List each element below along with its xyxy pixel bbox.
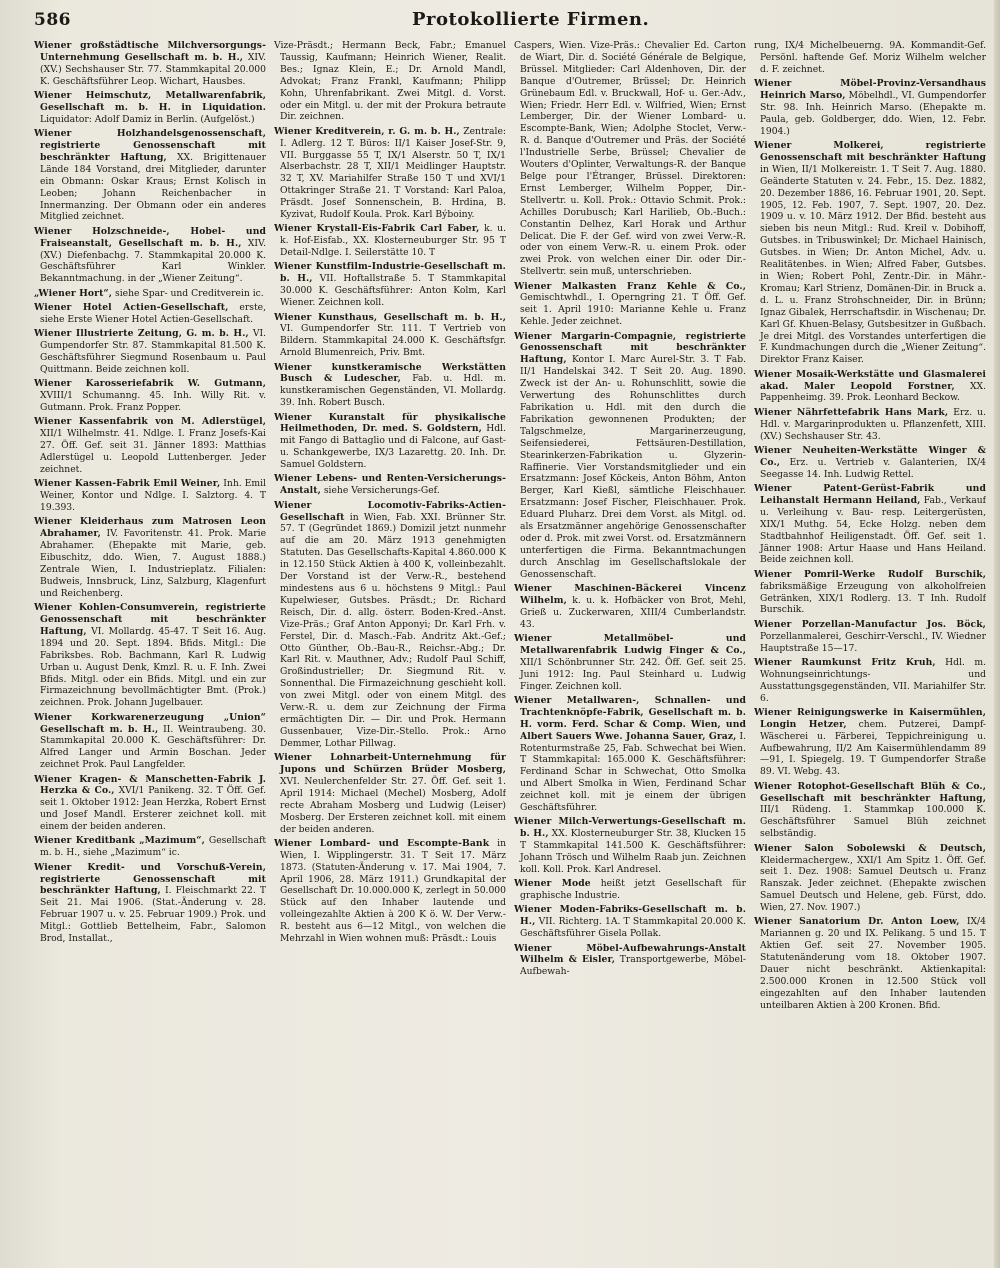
firm-entry — [34, 602, 266, 709]
firm-entry — [514, 695, 746, 814]
firm-name: Wiener Holzschneide-, Hobel- und Fraiseanstalt, Gesellschaft m. b. H., — [34, 225, 266, 249]
firm-details: Transportgewerbe, Möbel-Aufbewah- — [520, 954, 746, 978]
firm-entry — [754, 407, 986, 443]
firm-entry — [34, 416, 266, 476]
firm-name: Wiener Krystall-Eis-Fabrik Carl Faber, — [274, 223, 480, 235]
firm-name: Wiener Lebens- und Renten-Versicherungs-Anstalt, — [274, 473, 506, 497]
firm-details: XVI. Neulerchenfelder Str. 27. Öff. Gef. seit 1. April 1914: Michael (Mechel) Mosberg, Adolf recte Abraham Mosberg und Ludwig (Leiser) Mosberg. Der Ersteren zeichnet koll. mit einem der beiden anderen. — [280, 775, 506, 835]
column-3 — [514, 40, 746, 1255]
firm-details: VII. Richterg. 1A. T Stammkapital 20.000 K. Geschäftsführer Gisela Pollak. — [520, 916, 746, 940]
firm-name: Wiener Kassen-Fabrik Emil Weiner, — [34, 478, 221, 490]
firm-name: Wiener Kunstfilm-Industrie-Gesellschaft m. b. H., — [274, 261, 506, 285]
firm-entry — [34, 712, 266, 772]
firm-name: Wiener Holzhandelsgenossenschaft, registrierte Genossenschaft mit beschränkter Haftung, — [34, 128, 266, 163]
firm-name: Wiener Locomotiv-Fabriks-Actien-Gesellschaft — [274, 499, 506, 523]
scan-edge — [994, 0, 1000, 1268]
firm-details: Vize-Präsdt.; Hermann Beck, Fabr.; Emanuel Taussig, Kaufmann; Heinrich Wiener, Realit. Bes.; Ignaz Klein, E.; Dr. Arnold Mandl, Advokat; Franz Frankl, Kaufmann; Philipp Kohn, Uhrenfabrikant. Zwei Mitgl. d. Vorst. oder ein Mitgl. u. der mit der Prokura betraute Dir. zeichnen. — [274, 40, 506, 123]
firm-details: siehe Versicherungs-Gef. — [323, 485, 440, 497]
columns — [34, 40, 986, 1255]
firm-entry — [754, 140, 986, 366]
firm-details: IV. Favoritenstr. 41. Prok. Marie Abrahamer. (Ehepakte mit Marie, geb. Eibuschitz, ddo. Wien, 7. August 1888.) Zentrale Wien, I. Industrieplatz. Filialen: Budweis, Innsbruck, Linz, Salzburg, Klagenfurt und Reichenberg. — [40, 528, 266, 599]
firm-entry — [754, 369, 986, 405]
firm-name: Wiener Reinigungswerke in Kaisermühlen, Longin Hetzer, — [754, 706, 986, 730]
firm-name: Wiener Metallmöbel- und Metallwarenfabrik Ludwig Finger & Co., — [514, 632, 746, 656]
firm-entry — [514, 878, 746, 902]
firm-entry — [274, 500, 506, 750]
firm-entry — [34, 862, 266, 945]
firm-entry — [514, 40, 746, 278]
firm-details: VI. Mollardg. 45-47. T Seit 16. Aug. 1894 und 20. Sept. 1894. Bfids. Mitgl.: Die Fabriksbes. Rob. Bachmann, Karl R. Ludwig Urban u. August Denk, Kmzl. R. u. F. Inh. Zwei Bfids. Mitgl. oder ein Bfids. Mitgl. und ein zur Firmazeichnung bevollmächtigter Bmt. (Prok.) zeichnen. Prok. Johann Jugelbauer. — [40, 625, 266, 709]
firm-details: I. Rotenturmstraße 25, Fab. Schwechat bei Wien. T Stammkapital: 165.000 K. Geschäftsführer: Ferdinand Schar in Schwechat, Otto Smolka und Albert Smolka in Wien, Ferdinand Schar zeichnet koll. mit je einem der übrigen Geschäftsführer. — [520, 730, 746, 814]
firm-name: Wiener Kohlen-Consumverein, registrierte Genossenschaft mit beschränkter Haftung, — [34, 602, 266, 637]
firm-entry — [514, 583, 746, 631]
firm-details: I. Fleischmarkt 22. T Seit 21. Mai 1906. (Stat.-Änderung v. 28. Februar 1907 u. v. 25. Februar 1909.) Prok. und Mitgl.: Gottlieb Bettelheim, Fabr., Salomon Brod, Installat., — [40, 885, 266, 945]
firm-details: XII/1 Schönbrunner Str. 242. Öff. Gef. seit 25. Juni 1912: Ing. Paul Steinhard u. Ludwig Finger. Zeichnen koll. — [520, 656, 746, 692]
firm-details: Porzellanmalerei, Geschirr-Verschl., IV. Wiedner Hauptstraße 15—17. — [760, 630, 986, 654]
firm-name: Wiener Möbel-Provinz-Versandhaus Heinrich Marso, — [754, 78, 986, 102]
running-title: Protokollierte Firmen. — [412, 9, 650, 30]
firm-name: Wiener Maschinen-Bäckerei Vincenz Wilhelm, — [514, 582, 746, 606]
firm-details: in Wien, Fab. XXI. Brünner Str. 57. T (Gegründet 1869.) Domizil jetzt nunmehr auf die am 20. März 1913 genehmigten Statuten. Das Gesellschafts-Kapital 4.860.000 K in 12.150 Stück Aktien à 400 K, volleinbezahlt. Der Vorstand ist der Verw.-R., bestehend mindestens aus 6 u. höchstens 9 Mitgl.: Paul Kupelwieser, Gutsbes. Präsdt.; Dr. Richard Reisch, Dir. d. allg. österr. Boden-Kred.-Anst. Vize-Präs.; Graf Anton Apponyi; Dr. Karl Frh. v. Ferstel, Dir. d. Masch.-Fab. Andritz Akt.-Gef.; Otto Günther, Ob.-Bau-R., Reichsr.-Abg.; Dr. Karl Rit. v. Mauthner, Adv.; Rudolf Paul Schiff, Großindustrieller; Dr. Siegmund Rit. v. Sonnenthal. Die Firmazeichnung geschieht koll. von zwei Mitgl. oder von einem Mitgl. des Verw.-R. u. dem zur Zeichnung der Firma ermächtigten Dir. — Dir. und Prok. Hermann Gussenbauer, Vize-Dir.-Stello. Prok.: Arno Demmer, Lothar Pillwag. — [280, 511, 506, 749]
column-4 — [754, 40, 986, 1255]
firm-details: III/1 Rüdeng. 1. Stammkap 100.000 K. Geschäftsführer Samuel Blüh zeichnet selbständig. — [760, 804, 986, 840]
firm-name: Wiener Pomril-Werke Rudolf Burschik, — [754, 568, 986, 580]
firm-name: Wiener Möbel-Aufbewahrungs-Anstalt Wilhelm & Eisler, — [514, 942, 746, 966]
firm-name: Wiener Kreditbank „Mazimum“, — [34, 835, 205, 847]
firm-name: Wiener Kreditverein, r. G. m. b. H., — [274, 125, 460, 137]
firm-details: XIV. (XV.) Sechshauser Str. 77. Stammkapital 20.000 K. Geschäftsführer Leop. Wichart, Hausbes. — [40, 51, 266, 87]
firm-details: k. u. k. Hofbäcker von Brot, Mehl, Grieß u. Zuckerwaren, XIII/4 Cumberlandstr. 43. — [520, 594, 746, 630]
firm-details: II. Weintraubeng. 30. Stammkapital 20.000 K. Geschäftsführer: Dr. Alfred Langer und Armin Boschan. Jeder zeichnet Prok. Paul Langfelder. — [40, 723, 266, 771]
firm-details: XVI/1 Panikeng. 32. T Öff. Gef. seit 1. Oktober 1912: Jean Herzka, Robert Ernst und Josef Mandl. Ersterer zeichnet koll. mit einem der beiden anderen. — [40, 785, 266, 833]
firm-name: Wiener Porzellan-Manufactur Jos. Böck, — [754, 618, 986, 630]
firm-details: Gesellschaft m. b. H., siehe „Mazimum“ ic. — [40, 835, 266, 859]
firm-name: Wiener Metallwaren-, Schnallen- und Trachtenknöpfe-Fabrik, Gesellschaft m. b. H. vorm. Ferd. Schar & Comp. Wien, und Albert Sauers Wwe. Johanna Sauer, Graz, — [514, 694, 746, 742]
firm-details: Caspers, Wien. Vize-Präs.: Chevalier Ed. Carton de Wiart, Dir. d. Société Générale de Belgique, Brüssel. Mitglieder: Carl Aldenhoven, Dir. der Banque d'Outremer, Brüssel; Dr. Heinrich Grünebaum Edl. v. Bruckwall, Hof- u. Ger.-Adv., Wien; Friedr. Herr Edl. v. Wilfried, Wien; Ernst Lemberger, Dir. der Wiener Lombard- u. Escompte-Bank, Wien; Adolphe Stoclet, Verw.-R. d. Banque d'Outremer und Präs. der Société l'Industrielle Serbe, Brüssel; Chevalier de Wouters d'Oplinter, Verwaltungs-R. der Banque Belge pour l'Étranger, Brüssel. Direktoren: Ernst Lemberger, Wilhelm Popper, Dir.-Stellvertr. u. Koll. Prok.: Ottavio Schmit. Prok.: Achilles Dorubusch; Karl Harilieb, Ob.-Buch.: Constantin Delhez, Karl Horak und Arthur Delicat. Die F. der Gef. wird von zwei Verw.-R. oder von einem Verw.-R. u. einem Prok. oder zwei Prok. von welchen einer Dir. oder Dir.-Stellvertr. sein muß, unterschrieben. — [514, 40, 746, 278]
firm-name: Wiener großstädtische Milchversorgungs-Unternehmung Gesellschaft m. b. H., — [34, 40, 266, 63]
firm-name: Wiener Raumkunst Fritz Kruh, — [754, 656, 936, 668]
firm-entry — [274, 838, 506, 945]
firm-entry — [34, 40, 266, 88]
firm-details: XIV. (XV.) Diefenbachg. 7. Stammkapital 20.000 K. Geschäftsführer Karl Winkler. Bekanntmachung. in der „Wiener Zeitung“. — [40, 237, 266, 285]
firm-name: Wiener Neuheiten-Werkstätte Winger & Co., — [754, 444, 986, 468]
firm-name: Wiener Heimschutz, Metallwarenfabrik, Gesellschaft m. b. H. in Liquidation. — [34, 90, 266, 113]
firm-entry — [274, 312, 506, 360]
firm-name: Wiener Korkwarenerzeugung „Union“ Gesellschaft m. b. H., — [34, 711, 266, 735]
firm-entry — [274, 40, 506, 123]
firm-details: XX. Pappenheimg. 39. Prok. Leonhard Beckow. — [760, 380, 986, 404]
firm-entry — [34, 90, 266, 126]
firm-name: Wiener Nährfettefabrik Hans Mark, — [754, 406, 949, 418]
firm-entry — [274, 223, 506, 259]
firm-details: XII/1 Wilhelmstr. 41. Ndlge. I. Franz Josefs-Kai 27. Öff. Gef. seit 31. Jänner 1893: Matthias Adlerstügel u. Leopold Luttenberger. Jeder zeichnet. — [40, 428, 266, 475]
firm-name: Wiener Karosseriefabrik W. Gutmann, — [34, 378, 266, 390]
firm-entry — [34, 774, 266, 834]
firm-entry — [34, 835, 266, 859]
firm-name: Wiener Moden-Fabriks-Gesellschaft m. b. H., — [514, 904, 746, 928]
firm-entry — [754, 445, 986, 481]
firm-name: Wiener Rotophot-Gesellschaft Blüh & Co., Gesellschaft mit beschränkter Haftung, — [754, 780, 986, 804]
firm-name: Wiener Hotel Actien-Gesellschaft, — [34, 301, 229, 313]
firm-entry — [34, 226, 266, 286]
firm-details: heißt jetzt Gesellschaft für graphische Industrie. — [520, 878, 746, 902]
firm-name: Wiener Margarin-Compagnie, registrierte Genossenschaft mit beschränkter Haftung, — [514, 330, 746, 366]
firm-details: VII. Hoftallstraße 5. T Stammkapital 30.000 K. Geschäftsführer: Anton Kolm, Karl Wiener. Zeichnen koll. — [280, 273, 506, 309]
firm-entry — [514, 943, 746, 979]
firm-entry — [274, 473, 506, 497]
firm-details: Fab., Verkauf u. Verleihung v. Bau- resp. Leitergerüsten, XIX/1 Muthg. 54, Ecke Holzg. neben dem Stadtbahnhof Heiligenstadt. Öff. Gef. seit 1. Jänner 1908: Artur Haase und Hans Heiland. Beide zeichnen koll. — [760, 494, 986, 566]
firm-name: Wiener Kragen- & Manschetten-Fabrik J. Herzka & Co., — [34, 773, 266, 797]
firm-name: Wiener Illustrierte Zeitung, G. m. b. H., — [34, 328, 249, 340]
firm-entry — [754, 569, 986, 617]
firm-entry — [274, 261, 506, 309]
firm-details: in Wien, I. Wipplingerstr. 31. T Seit 17. März 1873. (Statuten-Änderung v. 17. Mai 1904, 7. April 1906, 28. März 1911.) Grundkapital der Gesellschaft Dr. 10.000.000 K, zerlegt in 50.000 Stück auf den Inhaber lautende und volleingezahlte Aktien à 200 K ö. W. Der Verw.-R. besteht aus 6—12 Mitgl., von welchen die Mehrzahl in Wien wohnen muß: Präsdt.: Louis — [280, 837, 506, 945]
firm-name: Wiener Kassenfabrik von M. Adlerstügel, — [34, 416, 266, 428]
firm-details: Erz. u. Hdl. v. Margarinprodukten u. Pflanzenfett, XIII. (XV.) Sechshauser Str. 43. — [760, 406, 986, 442]
firm-entry — [754, 657, 986, 705]
firm-name: Wiener Malkasten Franz Kehle & Co., — [514, 280, 746, 292]
page-number: 586 — [34, 10, 71, 30]
firm-details: Hdl. m. Wohnungseinrichtungs- und Ausstattungsgegenständen, VII. Mariahilfer Str. 6. — [760, 656, 986, 704]
firm-name: „Wiener Hort“, — [34, 287, 113, 299]
firm-name: Wiener Sanatorium Dr. Anton Loew, — [754, 916, 960, 928]
firm-name: Wiener Lombard- und Escompte-Bank — [274, 837, 490, 849]
firm-entry — [274, 412, 506, 472]
firm-details: k. u. k. Hof-Eisfab., XX. Klosterneuburger Str. 95 T Detail-Ndlge. I. Seilerstätte 10. T — [280, 223, 506, 259]
firm-entry — [754, 707, 986, 778]
firm-details: in Wien, II/1 Molkereistr. 1. T Seit 7. Aug. 1880. Geänderte Statuten v. 24. Febr., 15. Dez. 1882, 20. Dezember 1886, 16. Februar 1901, 20. Sept. 1905, 12. Feb. 1907, 7. Sept. 1907, 20. Dez. 1909 u. v. 10. März 1912. Der Bfid. besteht aus sieben bis neun Mitgl.: Rud. Kreil v. Dobihoff, Gutsbes. in Tribuswinkel; Dr. Michael Hainisch, Gutsbes. in Wien; Dr. Anton Michel, Adv. u. Realitätenbes. in Wien; Alfred Faber, Gutsbes. in Wien; Robert Pohl, Zentr.-Dir. in Mähr.-Kromau; Karl Strienz, Domänen-Dir. in Bruck a. d. L. u. Franz Strohschneider, Dir. in Brünn; Ignaz Gibalek, Herrschaftsdir. in Wischenau; Dr. Karl Gf. Khuen-Belasy, Gutsbesitzer in Gußbach. Je drei Mitgl. des Vorstandes unterfertigen die F. Kundmachungen durch die „Wiener Zeitung“. Direktor Franz Kaiser. — [760, 163, 986, 366]
firm-entry — [754, 483, 986, 566]
column-1 — [34, 40, 266, 1255]
firm-name: Wiener Salon Sobolewski & Deutsch, — [754, 842, 986, 854]
firm-details: Zentrale: I. Adlerg. 12 T. Büros: II/1 Kaiser Josef-Str. 9, VII. Burggasse 55 T, IX/1 Alserstr. 50 T, IX/1 Alserbachstr. 28 T, XII/1 Meidlinger Hauptstr. 32 T, XV. Mariahilfer Straße 150 T und XVI/1 Ottakringer Straße 21. T Vorstand: Karl Paloa, Präsdt. Josef Sonnenschein, B. Hrdina, B. Kyzivat, Rudolf Koula. Prok. Karl Býboiny. — [280, 125, 506, 221]
firm-entry — [514, 816, 746, 876]
firm-entry — [514, 281, 746, 329]
firm-entry — [514, 331, 746, 581]
firm-name: Wiener Patent-Gerüst-Fabrik und Leihanstalt Hermann Heiland, — [754, 482, 986, 506]
firm-details: Inh. Emil Weiner, Kontor und Ndlge. I. Salztorg. 4. T 19.393. — [40, 478, 266, 514]
firm-name: Wiener Kredit- und Vorschuß-Verein, registrierte Genossenschaft mit beschränkter Haftung, — [34, 861, 266, 897]
firm-details: XX. Brigittenauer Lände 184 Vorstand, drei Mitglieder, darunter ein Obmann: Oskar Kraus; Ernst Kolisch in Leoben; Johann Reichenbacher in Innermanzing. Der Obmann oder ein anderes Mitglied zeichnet. — [40, 151, 266, 223]
firm-details: fabriksmäßige Erzeugung von alkoholfreien Getränken, XIX/1 Rodlerg. 13. T Inh. Rudolf Burschik. — [760, 580, 986, 616]
page-header — [0, 0, 1000, 40]
firm-details: IX/4 Mariannen g. 20 und IX. Pelikang. 5 und 15. T Aktien Gef. seit 27. November 1905. Statutenänderung vom 18. Oktober 1907. Dauer nicht beschränkt. Aktienkapital: 2.500.000 Kronen in 12.500 Stück voll eingezahlten auf den Inhaber lautenden unteilbaren Aktien à 200 Kronen. Bfid. — [760, 916, 986, 1011]
column-2 — [274, 40, 506, 1255]
firm-entry — [754, 916, 986, 1011]
firm-details: Erz. u. Vertrieb v. Galanterien, IX/4 Seegasse 14. Inh. Ludwig Rettel. — [760, 456, 986, 480]
firm-details: XX. Klosterneuburger Str. 38, Klucken 15 T Stammkapital 141.500 K. Geschäftsführer: Johann Trösch und Wilhelm Raab jun. Zeichnen koll. Koll. Prok. Karl Andresel. — [520, 828, 746, 875]
firm-name: Wiener Kunsthaus, Gesellschaft m. b. H., — [274, 311, 506, 323]
firm-details: XVIII/1 Schumanng. 45. Inh. Willy Rit. v. Gutmann. Prok. Franz Popper. — [40, 390, 266, 414]
firm-entry — [754, 843, 986, 914]
firm-details: Liquidator: Adolf Damiz in Berlin. (Aufgelöst.) — [40, 113, 255, 125]
firm-details: VI. Gumpendorfer Str. 111. T Vertrieb von Bildern. Stammkapital 24.000 K. Geschäftsfgr. Arnold Blumenreich, Priv. Bmt. — [280, 323, 506, 359]
firm-details: chem. Putzerei, Dampf-Wäscherei u. Färberei, Teppichreinigung u. Aufbewahrung, II/2 Am Kaisermühlendamm 89—91, I. Spiegelg. 19. T Gumpendorfer Straße 89. VI. Webg. 43. — [760, 718, 986, 778]
firm-entry — [754, 40, 986, 76]
firm-entry — [34, 302, 266, 326]
firm-entry — [34, 516, 266, 599]
firm-details: rung, IX/4 Michelbeuerng. 9A. Kommandit-Gef. Persönl. haftende Gef. Moriz Wilhelm welcher d. F. zeichnet. — [754, 40, 986, 75]
firm-details: erste, siehe Erste Wiener Hotel Actien-Gesellschaft. — [40, 301, 266, 325]
firm-details: Kontor I. Marc Aurel-Str. 3. T Fab. II/1 Handelskai 342. T Seit 20. Aug. 1890. Zweck ist der An- u. Rohunschlitt, sowie die Verwertung des Rohunschlittes durch Fabrikation u. Hdl. mit den durch die Fabrikation gewonnenen Produkten; der Talgschmelze, Margarinerzeugung, Seifensiederei, Fettsäuren-Destillation, Stearinkerzen-Fabrikation u. Glyzerin-Raffinerie. Vier Vorstandsmitglieder und ein Ersatzmann: Josef Köckeis, Anton Böhm, Anton Berger, Karl Kießl, sämtliche Fleischhauer. Ersatzmann: Josef Fischer, Fleischhauer. Prok. Eduard Pluharz. Drei dem Vorst. als Mitgl. od. als Ersatzmänner angehörige Genossenschafter oder d. Prok. mit zwei Vorst. od. Ersatzmännern unterfertigen die Firma. Bekanntmachungen durch Anschlag im Gesellschaftslokale der Genossenschaft. — [520, 354, 746, 580]
firm-name: Wiener Lohnarbeit-Unternehmung für Jupons und Schürzen Brüder Mosberg, — [274, 752, 506, 775]
firm-entry — [274, 362, 506, 410]
firm-name: Wiener kunstkeramische Werkstätten Busch & Ludescher, — [274, 361, 506, 385]
firm-details: Kleidermachergew., XXI/1 Am Spitz 1. Öff. Gef. seit 1. Dez. 1908: Samuel Deutsch u. Franz Ranszak. Jeder zeichnet. (Ehepakte zwischen Samuel Deutsch und Helene, geb. Fürst, ddo. Wien, 27. Nov. 1907.) — [760, 854, 986, 914]
firm-entry — [274, 752, 506, 835]
firm-entry — [34, 378, 266, 414]
firm-details: Gemischtwhdl., I. Operngring 21. T Öff. Gef. seit 1. April 1910: Marianne Kehle u. Franz Kehle. Jeder zeichnet. — [520, 292, 746, 328]
firm-entry — [754, 619, 986, 655]
firm-name: Wiener Molkerei, registrierte Genossenschaft mit beschränkter Haftung — [754, 140, 986, 163]
firm-name: Wiener Mosaik-Werkstätte und Glasmalerei akad. Maler Leopold Forstner, — [754, 368, 986, 392]
firm-entry — [274, 126, 506, 221]
firm-entry — [34, 288, 266, 300]
firm-entry — [34, 478, 266, 514]
firm-details: Möbelhdl., VI. Gumpendorfer Str. 98. Inh. Heinrich Marso. (Ehepakte m. Paula, geb. Goldberger, ddo. Wien, 12. Febr. 1904.) — [760, 90, 986, 137]
firm-entry — [754, 781, 986, 841]
firm-name: Wiener Milch-Verwertungs-Gesellschaft m. b. H., — [514, 816, 746, 840]
firm-name: Wiener Kuranstalt für physikalische Heilmethoden, Dr. med. S. Goldstern, — [274, 411, 506, 435]
firm-entry — [514, 904, 746, 940]
firm-entry — [34, 328, 266, 376]
firm-name: Wiener Kleiderhaus zum Matrosen Leon Abrahamer, — [34, 516, 266, 540]
firm-details: VI. Gumpendorfer Str. 87. Stammkapital 81.500 K. Geschäftsführer Siegmund Rosenbaum u. Paul Quittmann. Beide zeichnen koll. — [40, 328, 266, 375]
firm-details: Fab. u. Hdl. m. kunstkeramischen Gegenständen, VI. Mollardg. 39. Inh. Robert Busch. — [280, 373, 506, 409]
firm-details: Hdl. mit Fango di Battaglio und di Falcone, auf Gast- u. Schankgewerbe, IX/3 Lazarettg. 20. Inh. Dr. Samuel Goldstern. — [280, 423, 506, 471]
firm-name: Wiener Mode — [514, 878, 591, 890]
firm-entry — [514, 633, 746, 693]
firm-entry — [754, 78, 986, 138]
firm-details: siehe Spar- und Creditverein ic. — [115, 287, 264, 299]
firm-entry — [34, 128, 266, 223]
